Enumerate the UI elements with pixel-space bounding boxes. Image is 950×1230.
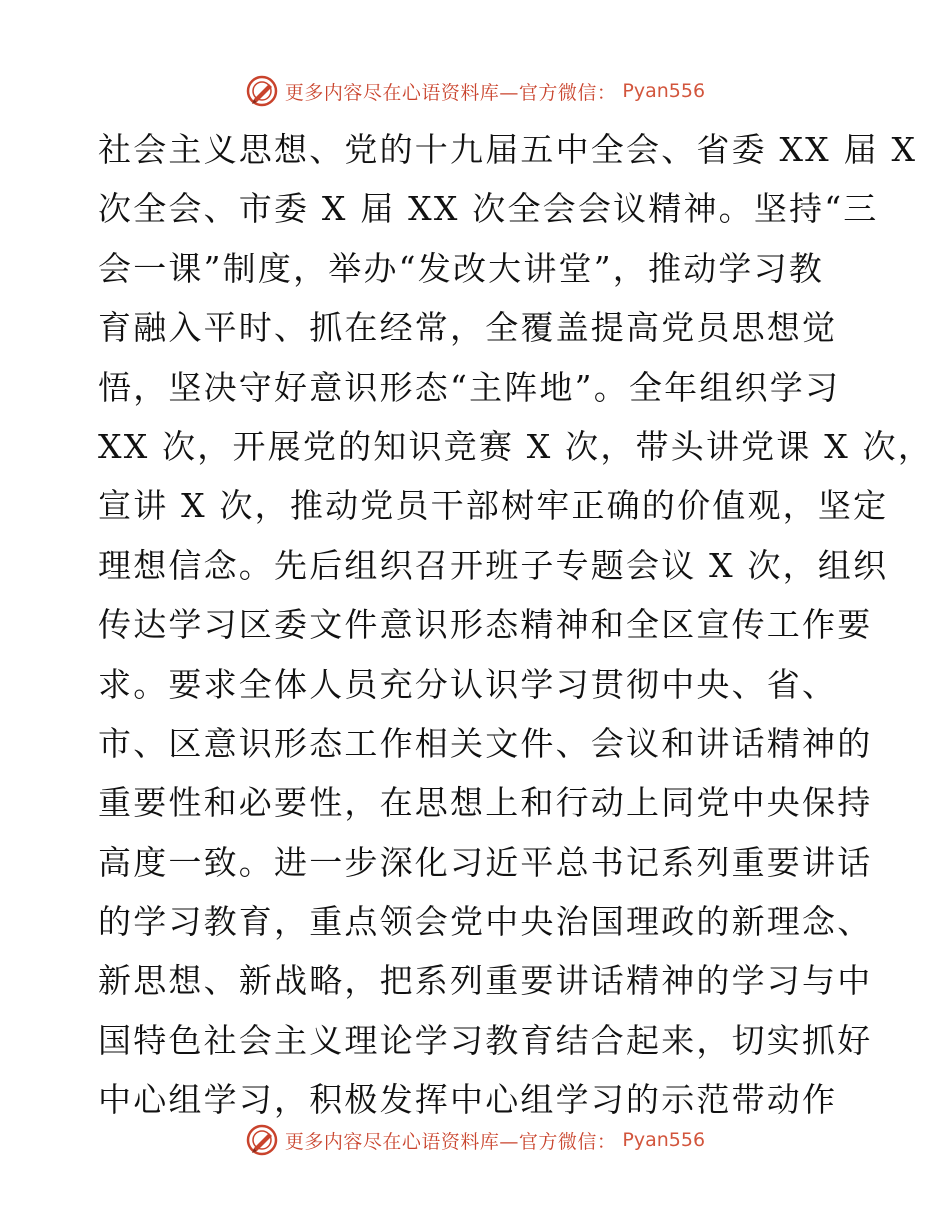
footer-banner-contact: Pyan556 <box>622 1129 706 1151</box>
body-text-line: 求。要求全体人员充分认识学习贯彻中央、省、 <box>98 664 838 704</box>
body-text-line: XX 次，开展党的知识竞赛 X 次，带头讲党课 X 次， <box>98 426 934 466</box>
footer-banner-text: 更多内容尽在心语资料库—官方微信： <box>284 1130 617 1153</box>
body-text-line: 社会主义思想、党的十九届五中全会、省委 XX 届 X <box>98 130 918 169</box>
body-text-line: 育融入平时、抓在经常，全覆盖提高党员思想觉 <box>98 308 838 348</box>
footer-watermark-banner <box>0 1120 950 1160</box>
header-banner-contact: Pyan556 <box>622 80 706 102</box>
body-text-line: 高度一致。进一步深化习近平总书记系列重要讲话 <box>98 842 873 882</box>
body-text-line: 国特色社会主义理论学习教育结合起来，切实抓好 <box>98 1020 873 1060</box>
body-text-line: 悟，坚决守好意识形态“主阵地”。全年组织学习 <box>98 367 841 407</box>
body-text-line: 次全会、市委 X 届 XX 次全会会议精神。坚持“三 <box>98 189 879 229</box>
body-text-line: 的学习教育，重点领会党中央治国理政的新理念、 <box>98 902 873 942</box>
body-text-line: 会一课”制度，举办“发改大讲堂”，推动学习教 <box>98 248 825 288</box>
document-body <box>98 120 934 1130</box>
red-seal-pen-logo-icon <box>245 74 279 108</box>
body-text-line: 新思想、新战略，把系列重要讲话精神的学习与中 <box>98 961 873 1001</box>
body-text-line: 理想信念。先后组织召开班子专题会议 X 次，组织 <box>98 545 889 585</box>
red-seal-pen-logo-icon <box>245 1123 279 1157</box>
body-text-line: 宣讲 X 次，推动党员干部树牢正确的价值观，坚定 <box>98 486 889 526</box>
body-text-line: 中心组学习，积极发挥中心组学习的示范带动作 <box>98 1080 838 1120</box>
header-banner-text: 更多内容尽在心语资料库—官方微信： <box>284 81 617 104</box>
header-watermark-banner <box>0 71 950 111</box>
body-text-line: 重要性和必要性，在思想上和行动上同党中央保持 <box>98 783 873 823</box>
body-text-line: 市、区意识形态工作相关文件、会议和讲话精神的 <box>98 723 873 763</box>
body-text-line: 传达学习区委文件意识形态精神和全区宣传工作要 <box>98 605 873 645</box>
